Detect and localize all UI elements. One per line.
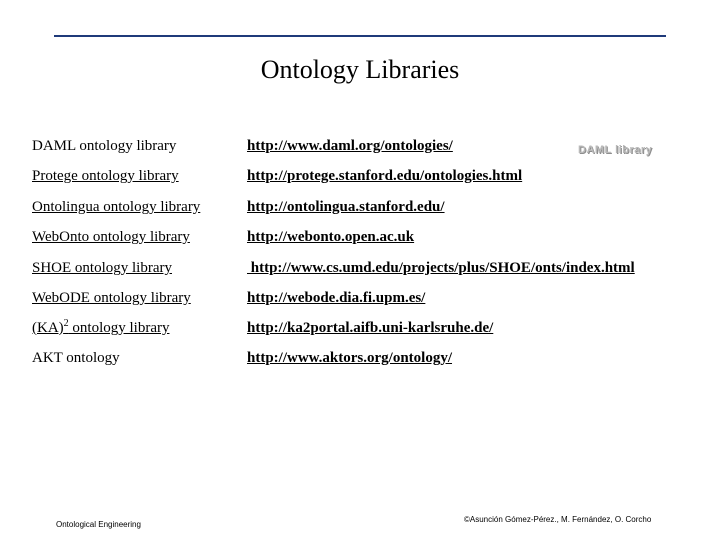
library-link-webode[interactable]: http://webode.dia.fi.upm.es/ <box>247 290 426 306</box>
library-link-protege[interactable]: http://protege.stanford.edu/ontologies.html <box>247 168 523 184</box>
library-row-webode <box>0 288 720 312</box>
library-row-ontolingua <box>0 197 720 221</box>
library-link-ka2[interactable]: http://ka2portal.aifb.uni-karlsruhe.de/ <box>247 320 494 336</box>
library-name: WebODE ontology library <box>32 290 191 306</box>
library-name <box>32 318 232 338</box>
library-name: WebOnto ontology library <box>32 229 190 245</box>
library-row-webonto <box>0 227 720 251</box>
library-link-akt[interactable]: http://www.aktors.org/ontology/ <box>247 350 453 366</box>
page-title: Ontology Libraries <box>260 55 460 84</box>
library-name-superscript: 2 <box>63 318 69 329</box>
library-name: SHOE ontology library <box>32 260 172 276</box>
library-link-webonto[interactable]: http://webonto.open.ac.uk <box>247 229 415 245</box>
library-link-ontolingua[interactable]: http://ontolingua.stanford.edu/ <box>247 199 445 215</box>
library-name: AKT ontology <box>32 350 120 366</box>
library-name: DAML ontology library <box>32 138 177 154</box>
library-row-shoe <box>0 258 720 282</box>
library-link-shoe[interactable]: http://www.cs.umd.edu/projects/plus/SHOE/onts/index.html <box>247 260 635 276</box>
library-name: Protege ontology library <box>32 168 179 184</box>
top-rule <box>54 35 666 37</box>
footer-copyright: ©Asunción Gómez-Pérez., M. Fernández, O. Corcho <box>464 515 652 524</box>
library-row-ka2 <box>0 318 720 342</box>
library-row-protege <box>0 166 720 190</box>
library-link-daml[interactable]: http://www.daml.org/ontologies/ <box>247 138 453 154</box>
library-name: Ontolingua ontology library <box>32 199 201 215</box>
library-row-akt <box>0 348 720 372</box>
library-name-prefix: (KA) <box>32 320 64 336</box>
daml-library-badge: DAML library <box>578 144 653 156</box>
footer-course-label: Ontological Engineering <box>56 520 141 529</box>
library-name-suffix: ontology library <box>68 320 170 336</box>
